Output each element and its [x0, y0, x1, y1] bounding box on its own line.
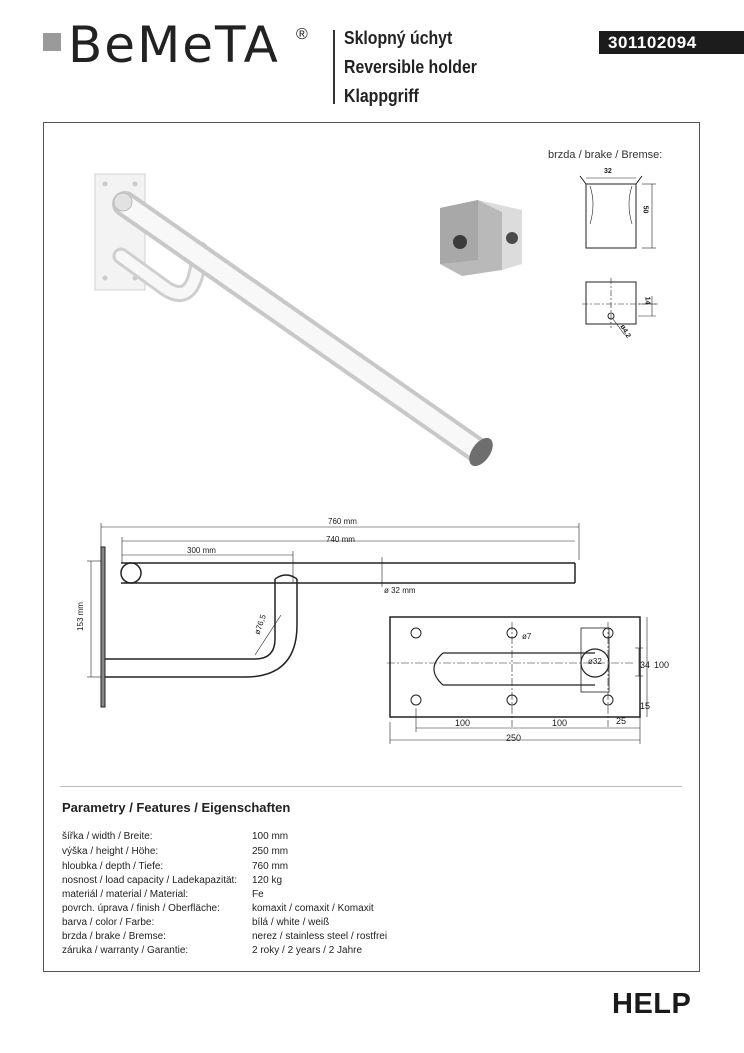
feature-label: výška / height / Höhe: [62, 846, 159, 857]
dim-100-right: 100 [654, 660, 670, 670]
dim-total-length: 760 mm [328, 517, 357, 526]
dim-bend-radius: ø76,5 [252, 613, 268, 636]
features-divider [60, 786, 682, 787]
logo-square [43, 33, 61, 51]
dim-15: 15 [640, 701, 651, 711]
feature-label: brzda / brake / Bremse: [62, 931, 166, 942]
feature-label: povrch. úprava / finish / Oberfläche: [62, 903, 220, 914]
title-en: Reversible holder [344, 57, 477, 77]
registered-mark: ® [296, 26, 308, 43]
feature-row [62, 861, 662, 875]
feature-row [62, 931, 662, 945]
title-de: Klappgriff [344, 86, 419, 106]
feature-row [62, 903, 662, 917]
dim-screw-hole: ø7 [522, 632, 532, 641]
dim-height: 153 mm [75, 602, 85, 631]
brake-drawing [576, 164, 666, 344]
feature-label: šířka / width / Breite: [62, 831, 153, 842]
feature-value: 100 mm [252, 831, 289, 842]
brake-photo [430, 198, 530, 280]
dim-250: 250 [506, 733, 522, 743]
dim-tube-diameter: ø 32 mm [384, 586, 416, 595]
feature-value: 2 roky / 2 years / 2 Jahre [252, 945, 363, 956]
feature-value: komaxit / comaxit / Komaxit [252, 903, 374, 914]
brake-label: brzda / brake / Bremse: [548, 149, 663, 161]
title-divider [333, 30, 335, 104]
feature-label: nosnost / load capacity / Ladekapazität: [62, 875, 238, 886]
feature-label: záruka / warranty / Garantie: [62, 945, 189, 956]
dim-tube: ø32 [588, 657, 602, 666]
dim-100-b: 100 [552, 718, 568, 728]
dim-34: 34 [640, 660, 651, 670]
feature-row [62, 889, 662, 903]
feature-row [62, 831, 662, 845]
feature-value: 760 mm [252, 861, 289, 872]
feature-value: nerez / stainless steel / rostfrei [252, 931, 388, 942]
feature-label: materiál / material / Material: [62, 889, 189, 900]
product-code: 301102094 [599, 31, 744, 54]
series-label: HELP [612, 988, 692, 1020]
brake-dim-hole-offset: 14 [643, 296, 651, 305]
feature-row [62, 846, 662, 860]
brake-dim-width: 32 [604, 168, 612, 175]
feature-label: barva / color / Farbe: [62, 917, 155, 928]
dim-bar-length: 740 mm [326, 535, 355, 544]
feature-row [62, 917, 662, 931]
dim-100-a: 100 [455, 718, 471, 728]
feature-value: Fe [252, 889, 264, 900]
feature-value: bílá / white / weiß [252, 917, 330, 928]
feature-row [62, 875, 662, 889]
brake-dim-height: 50 [641, 205, 649, 214]
features-title: Parametry / Features / Eigenschaften [62, 800, 291, 815]
title-cz: Sklopný úchyt [344, 28, 453, 48]
dim-offset: 300 mm [187, 546, 216, 555]
feature-row [62, 945, 662, 959]
brake-dim-hole-diameter: ø4,2 [618, 323, 632, 340]
feature-value: 120 kg [252, 875, 283, 886]
feature-label: hloubka / depth / Tiefe: [62, 861, 164, 872]
feature-value: 250 mm [252, 846, 289, 857]
dim-25: 25 [616, 716, 627, 726]
brand-logo: BeMeTA [68, 16, 280, 74]
